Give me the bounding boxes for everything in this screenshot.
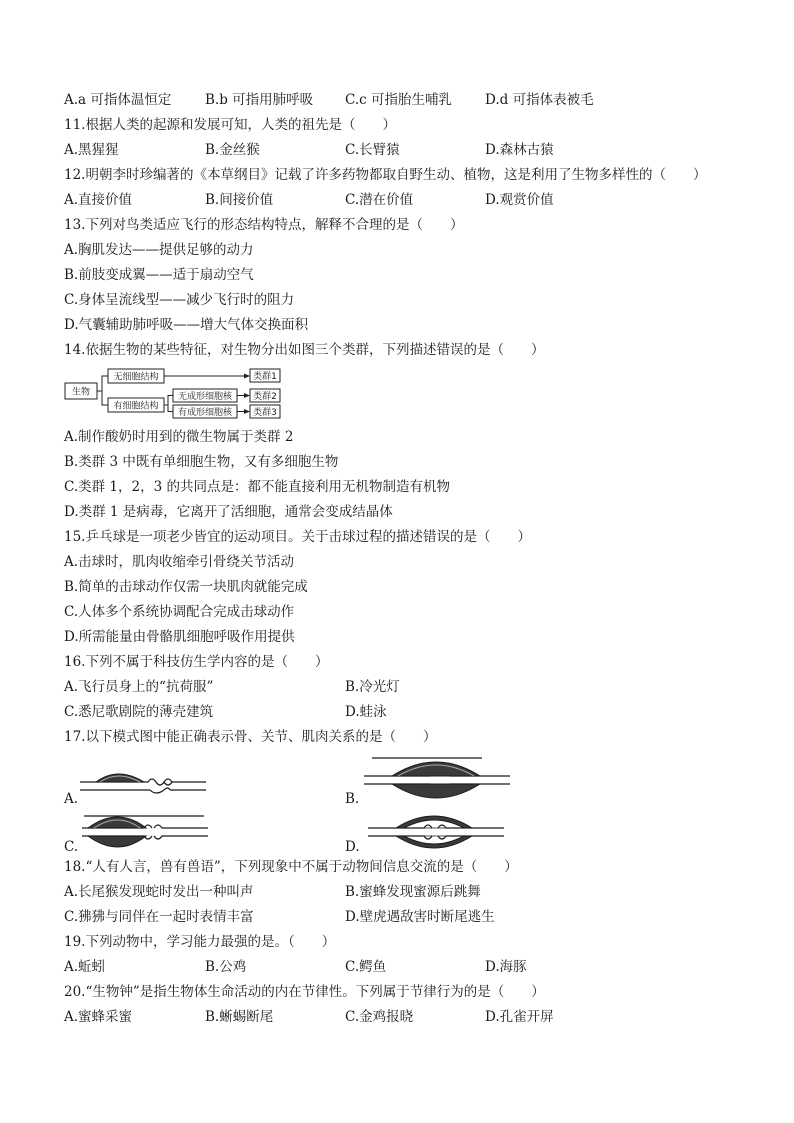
q20-option-d: D.孔雀开屏	[485, 1009, 554, 1025]
q16-option-a: A.飞行员身上的“抗荷服”	[64, 679, 214, 695]
diagram-group2-label: 类群2	[253, 392, 277, 402]
diagram-branch2-label: 有细胞结构	[113, 401, 159, 412]
q10-option-b: B.b 可指用肺呼吸	[205, 92, 314, 108]
q12-stem: 12.明朝李时珍编著的《本草纲目》记载了许多药物都取自野生动、植物，这是利用了生物多样性的（ ）	[64, 167, 707, 183]
diagram-root-label: 生物	[71, 387, 91, 398]
diagram-group1-label: 类群1	[253, 372, 277, 382]
q13-option-c: C.身体呈流线型——减少飞行时的阻力	[64, 292, 295, 308]
q15-option-c: C.人体多个系统协调配合完成击球动作	[64, 604, 295, 620]
q17-figure-b	[362, 752, 512, 804]
q15-option-a: A.击球时，肌肉收缩牵引骨绕关节活动	[64, 554, 295, 570]
q13-option-a: A.胸肌发达——提供足够的动力	[64, 242, 254, 258]
q14-option-b: B.类群 3 中既有单细胞生物，又有多细胞生物	[64, 454, 339, 470]
q14-option-c: C.类群 1，2，3 的共同点是：都不能直接利用无机物制造有机物	[64, 479, 450, 495]
q16-stem: 16.下列不属于科技仿生学内容的是（ ）	[64, 654, 329, 670]
q18-stem: 18.“人有人言，兽有兽语”，下列现象中不属于动物间信息交流的是（ ）	[64, 859, 518, 875]
q11-option-d: D.森林古猿	[485, 142, 554, 158]
q16-option-d: D.蛙泳	[345, 704, 387, 720]
q16-option-b: B.冷光灯	[345, 679, 400, 695]
diagram-sub2-label: 有成形细胞核	[177, 408, 233, 418]
q17-label-a: A.	[64, 791, 79, 807]
q13-option-d: D.气囊辅助肺呼吸——增大气体交换面积	[64, 317, 309, 333]
q13-stem: 13.下列对鸟类适应飞行的形态结构特点，解释不合理的是（ ）	[64, 217, 464, 233]
q20-option-c: C.金鸡报晓	[345, 1009, 414, 1025]
q19-option-b: B.公鸡	[205, 959, 247, 975]
q17-stem: 17.以下模式图中能正确表示骨、关节、肌肉关系的是（ ）	[64, 729, 437, 745]
q13-option-b: B.前肢变成翼——适于扇动空气	[64, 267, 254, 283]
q10-option-d: D.d 可指体表被毛	[485, 92, 594, 108]
q17-figure-a	[78, 762, 208, 802]
q16-option-c: C.悉尼歌剧院的薄壳建筑	[64, 704, 214, 720]
diagram-sub1-label: 无成形细胞核	[177, 392, 233, 402]
q11-stem: 11.根据人类的起源和发展可知，人类的祖先是（ ）	[64, 117, 396, 133]
q18-option-a: A.长尾猴发现蛇时发出一种叫声	[64, 884, 254, 900]
q18-option-c: C.狒狒与同伴在一起时表情丰富	[64, 909, 254, 925]
q14-stem: 14.依据生物的某些特征，对生物分出如图三个类群，下列描述错误的是（ ）	[64, 342, 545, 358]
q18-option-d: D.壁虎遇敌害时断尾逃生	[345, 909, 495, 925]
q17-label-c: C.	[64, 839, 79, 855]
q20-option-b: B.蜥蜴断尾	[205, 1009, 274, 1025]
q15-option-b: B.简单的击球动作仅需一块肌肉就能完成	[64, 579, 308, 595]
q19-option-d: D.海豚	[485, 959, 527, 975]
q14-option-d: D.类群 1 是病毒，它离开了活细胞，通常会变成结晶体	[64, 504, 393, 520]
q19-stem: 19.下列动物中，学习能力最强的是。（ ）	[64, 934, 336, 950]
q17-label-b: B.	[345, 791, 360, 807]
q10-option-c: C.c 可指胎生哺乳	[345, 92, 452, 108]
q17-label-d: D.	[345, 839, 360, 855]
q11-option-c: C.长臂猿	[345, 142, 400, 158]
q14-option-a: A.制作酸奶时用到的微生物属于类群 2	[64, 429, 294, 445]
q15-option-d: D.所需能量由骨骼肌细胞呼吸作用提供	[64, 629, 295, 645]
q19-option-c: C.鳄鱼	[345, 959, 387, 975]
q17-figure-c	[80, 808, 210, 850]
q19-option-a: A.蚯蚓	[64, 959, 106, 975]
q20-option-a: A.蜜蜂采蜜	[64, 1009, 133, 1025]
q11-option-a: A.黑猩猩	[64, 142, 119, 158]
classification-diagram	[64, 364, 294, 420]
q18-option-b: B.蜜蜂发现蜜源后跳舞	[345, 884, 481, 900]
q12-option-c: C.潜在价值	[345, 192, 414, 208]
q12-option-d: D.观赏价值	[485, 192, 554, 208]
diagram-group3-label: 类群3	[253, 408, 277, 418]
q10-option-a: A.a 可指体温恒定	[64, 92, 172, 108]
q15-stem: 15.乒乓球是一项老少皆宜的运动项目。关于击球过程的描述错误的是（ ）	[64, 529, 531, 545]
q12-option-b: B.间接价值	[205, 192, 274, 208]
q20-stem: 20.“生物钟”是指生物体生命活动的内在节律性。下列属于节律行为的是（ ）	[64, 984, 545, 1000]
q11-option-b: B.金丝猴	[205, 142, 260, 158]
q17-figure-d	[366, 808, 506, 852]
q12-option-a: A.直接价值	[64, 192, 133, 208]
diagram-branch1-label: 无细胞结构	[113, 372, 159, 383]
